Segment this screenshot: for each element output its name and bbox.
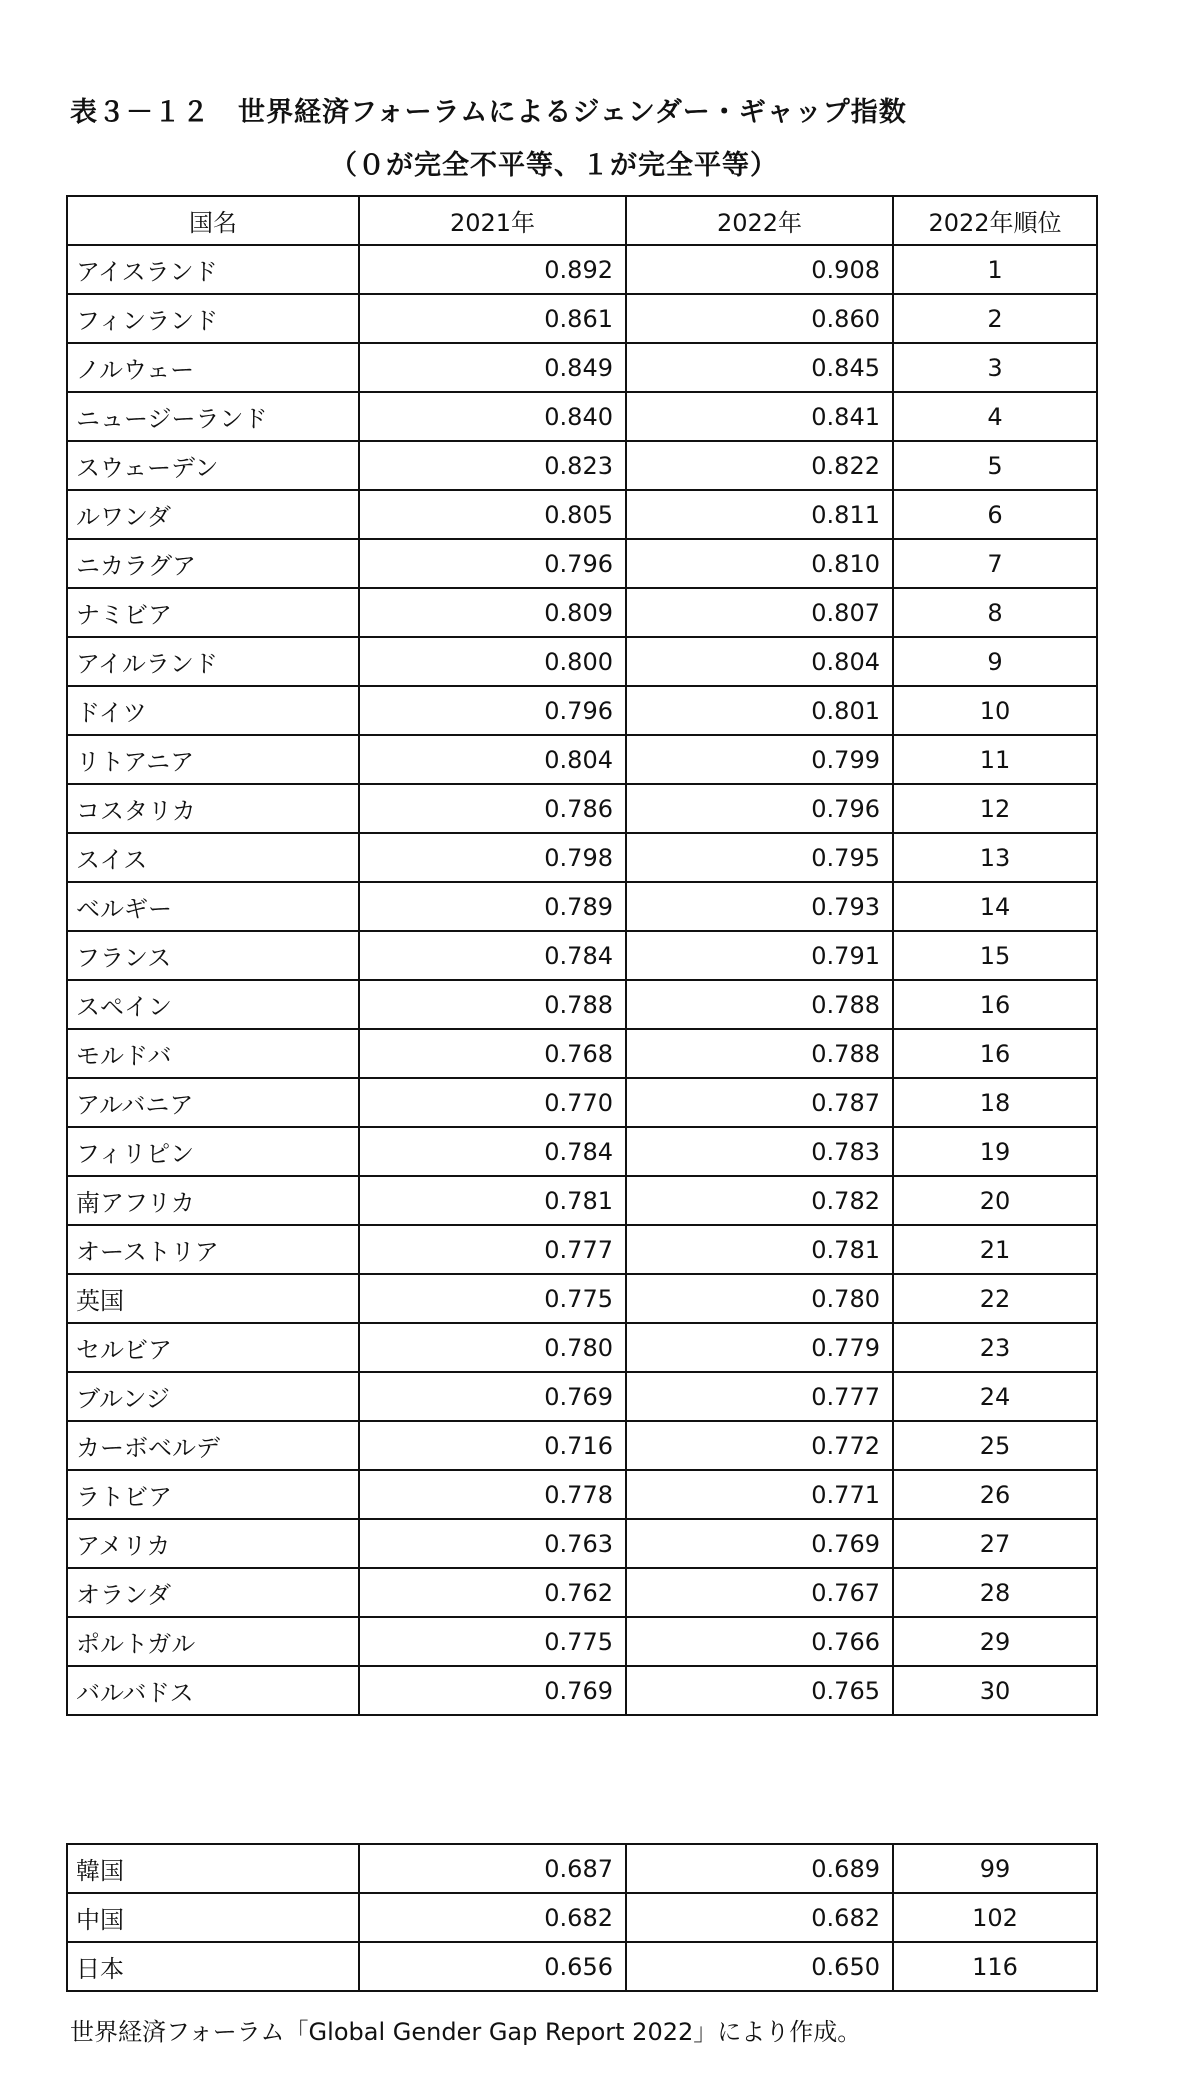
table-row	[67, 1942, 1097, 1991]
score-2021-cell: 0.796	[359, 539, 626, 588]
score-2021-cell: 0.789	[359, 882, 626, 931]
score-2021-cell: 0.840	[359, 392, 626, 441]
rank-2022-cell: 16	[893, 980, 1097, 1029]
header-2021: 2021年	[359, 196, 626, 245]
table-row	[67, 1844, 1097, 1893]
asia-comparison-table	[66, 1843, 1098, 1992]
header-row	[67, 196, 1097, 245]
country-cell: ブルンジ	[67, 1372, 359, 1421]
rank-2022-cell: 3	[893, 343, 1097, 392]
gender-gap-table	[66, 195, 1098, 1716]
rank-2022-cell: 24	[893, 1372, 1097, 1421]
table-row	[67, 1568, 1097, 1617]
score-2022-cell: 0.771	[626, 1470, 893, 1519]
table-body	[67, 245, 1097, 1715]
table-row	[67, 1470, 1097, 1519]
country-cell: リトアニア	[67, 735, 359, 784]
rank-2022-cell: 8	[893, 588, 1097, 637]
score-2022-cell: 0.908	[626, 245, 893, 294]
table-row	[67, 1519, 1097, 1568]
country-cell: ポルトガル	[67, 1617, 359, 1666]
country-cell: コスタリカ	[67, 784, 359, 833]
score-2022-cell: 0.682	[626, 1893, 893, 1942]
score-2021-cell: 0.805	[359, 490, 626, 539]
table-row	[67, 980, 1097, 1029]
score-2022-cell: 0.766	[626, 1617, 893, 1666]
rank-2022-cell: 26	[893, 1470, 1097, 1519]
country-cell: 中国	[67, 1893, 359, 1942]
score-2021-cell: 0.786	[359, 784, 626, 833]
score-2022-cell: 0.796	[626, 784, 893, 833]
score-2022-cell: 0.860	[626, 294, 893, 343]
score-2021-cell: 0.809	[359, 588, 626, 637]
score-2021-cell: 0.769	[359, 1372, 626, 1421]
rank-2022-cell: 29	[893, 1617, 1097, 1666]
score-2021-cell: 0.892	[359, 245, 626, 294]
rank-2022-cell: 1	[893, 245, 1097, 294]
score-2021-cell: 0.804	[359, 735, 626, 784]
score-2022-cell: 0.767	[626, 1568, 893, 1617]
score-2021-cell: 0.861	[359, 294, 626, 343]
table-row	[67, 1372, 1097, 1421]
rank-2022-cell: 7	[893, 539, 1097, 588]
score-2021-cell: 0.800	[359, 637, 626, 686]
table-row	[67, 637, 1097, 686]
rank-2022-cell: 18	[893, 1078, 1097, 1127]
score-2022-cell: 0.779	[626, 1323, 893, 1372]
country-cell: 南アフリカ	[67, 1176, 359, 1225]
table-row	[67, 294, 1097, 343]
country-cell: 韓国	[67, 1844, 359, 1893]
table-row	[67, 539, 1097, 588]
score-2021-cell: 0.777	[359, 1225, 626, 1274]
rank-2022-cell: 12	[893, 784, 1097, 833]
country-cell: オーストリア	[67, 1225, 359, 1274]
country-cell: モルドバ	[67, 1029, 359, 1078]
country-cell: ラトビア	[67, 1470, 359, 1519]
table-row	[67, 735, 1097, 784]
score-2022-cell: 0.769	[626, 1519, 893, 1568]
score-2022-cell: 0.822	[626, 441, 893, 490]
rank-2022-cell: 102	[893, 1893, 1097, 1942]
table-body-extra	[67, 1844, 1097, 1991]
country-cell: ニカラグア	[67, 539, 359, 588]
score-2021-cell: 0.778	[359, 1470, 626, 1519]
table-row	[67, 1617, 1097, 1666]
rank-2022-cell: 28	[893, 1568, 1097, 1617]
table-row	[67, 686, 1097, 735]
score-2021-cell: 0.784	[359, 1127, 626, 1176]
table-row	[67, 1421, 1097, 1470]
source-note: 世界経済フォーラム「Global Gender Gap Report 2022」により作成。	[70, 2018, 862, 2046]
rank-2022-cell: 2	[893, 294, 1097, 343]
score-2021-cell: 0.682	[359, 1893, 626, 1942]
header-rank-2022: 2022年順位	[893, 196, 1097, 245]
table-row	[67, 1225, 1097, 1274]
rank-2022-cell: 16	[893, 1029, 1097, 1078]
table-row	[67, 588, 1097, 637]
country-cell: アイスランド	[67, 245, 359, 294]
table-row	[67, 1666, 1097, 1715]
score-2021-cell: 0.788	[359, 980, 626, 1029]
score-2022-cell: 0.788	[626, 980, 893, 1029]
score-2021-cell: 0.762	[359, 1568, 626, 1617]
score-2021-cell: 0.716	[359, 1421, 626, 1470]
score-2022-cell: 0.799	[626, 735, 893, 784]
score-2022-cell: 0.780	[626, 1274, 893, 1323]
country-cell: オランダ	[67, 1568, 359, 1617]
score-2021-cell: 0.775	[359, 1617, 626, 1666]
score-2021-cell: 0.796	[359, 686, 626, 735]
score-2021-cell: 0.781	[359, 1176, 626, 1225]
table-row	[67, 343, 1097, 392]
country-cell: スペイン	[67, 980, 359, 1029]
score-2021-cell: 0.784	[359, 931, 626, 980]
country-cell: ドイツ	[67, 686, 359, 735]
table-row	[67, 1323, 1097, 1372]
country-cell: ニュージーランド	[67, 392, 359, 441]
score-2022-cell: 0.783	[626, 1127, 893, 1176]
rank-2022-cell: 20	[893, 1176, 1097, 1225]
score-2022-cell: 0.804	[626, 637, 893, 686]
score-2021-cell: 0.823	[359, 441, 626, 490]
rank-2022-cell: 15	[893, 931, 1097, 980]
score-2022-cell: 0.841	[626, 392, 893, 441]
score-2022-cell: 0.782	[626, 1176, 893, 1225]
score-2022-cell: 0.787	[626, 1078, 893, 1127]
table-row	[67, 833, 1097, 882]
score-2021-cell: 0.798	[359, 833, 626, 882]
rank-2022-cell: 23	[893, 1323, 1097, 1372]
score-2021-cell: 0.763	[359, 1519, 626, 1568]
score-2022-cell: 0.650	[626, 1942, 893, 1991]
score-2022-cell: 0.845	[626, 343, 893, 392]
score-2021-cell: 0.849	[359, 343, 626, 392]
country-cell: フランス	[67, 931, 359, 980]
country-cell: アメリカ	[67, 1519, 359, 1568]
table-row	[67, 931, 1097, 980]
country-cell: フィンランド	[67, 294, 359, 343]
table-row	[67, 784, 1097, 833]
country-cell: 英国	[67, 1274, 359, 1323]
country-cell: アルバニア	[67, 1078, 359, 1127]
rank-2022-cell: 5	[893, 441, 1097, 490]
header-country: 国名	[67, 196, 359, 245]
score-2022-cell: 0.781	[626, 1225, 893, 1274]
country-cell: フィリピン	[67, 1127, 359, 1176]
score-2022-cell: 0.791	[626, 931, 893, 980]
table-row	[67, 1029, 1097, 1078]
rank-2022-cell: 4	[893, 392, 1097, 441]
rank-2022-cell: 99	[893, 1844, 1097, 1893]
score-2022-cell: 0.772	[626, 1421, 893, 1470]
rank-2022-cell: 25	[893, 1421, 1097, 1470]
country-cell: ルワンダ	[67, 490, 359, 539]
rank-2022-cell: 10	[893, 686, 1097, 735]
country-cell: ノルウェー	[67, 343, 359, 392]
rank-2022-cell: 30	[893, 1666, 1097, 1715]
score-2022-cell: 0.807	[626, 588, 893, 637]
rank-2022-cell: 19	[893, 1127, 1097, 1176]
rank-2022-cell: 27	[893, 1519, 1097, 1568]
table-row	[67, 882, 1097, 931]
table-row	[67, 1127, 1097, 1176]
score-2021-cell: 0.768	[359, 1029, 626, 1078]
table-row	[67, 1274, 1097, 1323]
country-cell: ナミビア	[67, 588, 359, 637]
score-2022-cell: 0.810	[626, 539, 893, 588]
country-cell: カーボベルデ	[67, 1421, 359, 1470]
score-2022-cell: 0.765	[626, 1666, 893, 1715]
score-2021-cell: 0.656	[359, 1942, 626, 1991]
score-2022-cell: 0.795	[626, 833, 893, 882]
score-2022-cell: 0.811	[626, 490, 893, 539]
country-cell: 日本	[67, 1942, 359, 1991]
country-cell: スイス	[67, 833, 359, 882]
rank-2022-cell: 22	[893, 1274, 1097, 1323]
score-2021-cell: 0.687	[359, 1844, 626, 1893]
score-2021-cell: 0.770	[359, 1078, 626, 1127]
header-2022: 2022年	[626, 196, 893, 245]
score-2021-cell: 0.780	[359, 1323, 626, 1372]
score-2022-cell: 0.788	[626, 1029, 893, 1078]
rank-2022-cell: 6	[893, 490, 1097, 539]
table-subtitle: （０が完全不平等、１が完全平等）	[330, 150, 778, 181]
rank-2022-cell: 13	[893, 833, 1097, 882]
score-2022-cell: 0.793	[626, 882, 893, 931]
table-row	[67, 1893, 1097, 1942]
country-cell: バルバドス	[67, 1666, 359, 1715]
table-row	[67, 490, 1097, 539]
table-row	[67, 245, 1097, 294]
rank-2022-cell: 9	[893, 637, 1097, 686]
rank-2022-cell: 11	[893, 735, 1097, 784]
country-cell: アイルランド	[67, 637, 359, 686]
table-row	[67, 392, 1097, 441]
table-row	[67, 441, 1097, 490]
score-2021-cell: 0.775	[359, 1274, 626, 1323]
rank-2022-cell: 14	[893, 882, 1097, 931]
country-cell: ベルギー	[67, 882, 359, 931]
score-2022-cell: 0.689	[626, 1844, 893, 1893]
table-title: 表３－１２ 世界経済フォーラムによるジェンダー・ギャップ指数	[70, 97, 907, 128]
country-cell: スウェーデン	[67, 441, 359, 490]
rank-2022-cell: 21	[893, 1225, 1097, 1274]
score-2022-cell: 0.777	[626, 1372, 893, 1421]
table-row	[67, 1078, 1097, 1127]
country-cell: セルビア	[67, 1323, 359, 1372]
table-row	[67, 1176, 1097, 1225]
score-2021-cell: 0.769	[359, 1666, 626, 1715]
score-2022-cell: 0.801	[626, 686, 893, 735]
rank-2022-cell: 116	[893, 1942, 1097, 1991]
